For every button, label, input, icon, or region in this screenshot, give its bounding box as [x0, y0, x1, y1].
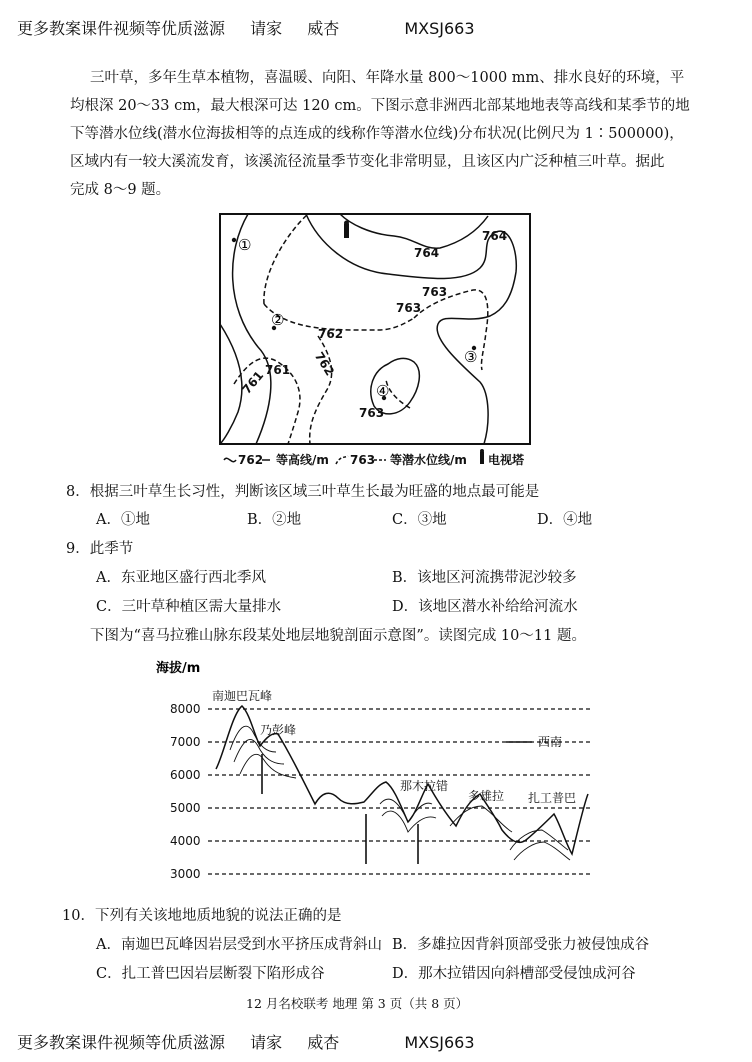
contour-label: 761 — [265, 363, 291, 377]
contour-label: 763 — [396, 301, 422, 315]
point-4-label: ④ — [376, 382, 390, 400]
passage-2: 下图为“喜马拉雅山脉东段某处地层地貌剖面示意图”。读图完成 10～11 题。 — [90, 628, 586, 644]
point-1-label: ① — [238, 236, 252, 254]
geologic-profile — [150, 654, 600, 884]
legend-water-label: 等潜水位线/m — [390, 453, 467, 467]
tv-tower-icon — [344, 221, 349, 239]
contour-label: 764 — [414, 246, 440, 260]
bottom-header — [17, 1030, 495, 1053]
top-header — [17, 16, 495, 39]
header-invite: 请家 — [250, 1033, 283, 1052]
legend-contour-sample: 762 — [238, 453, 264, 467]
q10-option-a: A．南迦巴瓦峰因岩层受到水平挤压成背斜山 — [96, 937, 382, 953]
label-duoxiongla: 多雄拉 — [468, 789, 505, 803]
legend-tower-icon — [480, 452, 484, 464]
tick-3000: 3000 — [170, 867, 201, 881]
map-legend — [224, 449, 525, 467]
q9-option-d: D．该地区潜水补给给河流水 — [392, 599, 578, 615]
question-8: 8．根据三叶草生长习性，判断该区域三叶草生长最为旺盛的地点最可能是 — [66, 484, 540, 500]
tick-6000: 6000 — [170, 768, 201, 782]
q8-option-b: B．②地 — [247, 512, 302, 528]
contour-label: 763 — [422, 285, 448, 299]
point-3-label: ③ — [464, 348, 478, 366]
passage-line: 均根深 20～33 cm，最大根深可达 120 cm。下图示意非洲西北部某地地表等高线和某季节的地 — [70, 98, 690, 114]
water-line-763b — [386, 378, 410, 408]
profile-ylabel: 海拔/m — [156, 661, 201, 676]
tick-4000: 4000 — [170, 834, 201, 848]
page-footer: 12 月名校联考 地理 第 3 页（共 8 页） — [246, 996, 469, 1011]
q10-option-d: D．那木拉错因向斜槽部受侵蚀成河谷 — [392, 966, 636, 982]
water-line-762a — [264, 214, 308, 304]
header-promo: 更多教案课件视频等优质滋源 — [17, 19, 226, 38]
q8-option-d: D．④地 — [537, 512, 593, 528]
header-name: 威杏 — [307, 1033, 340, 1052]
header-promo: 更多教案课件视频等优质滋源 — [17, 1033, 226, 1052]
q8-option-a: A．①地 — [96, 512, 150, 528]
contour-label: 762 — [311, 349, 337, 379]
point-1-dot — [232, 238, 236, 242]
tick-5000: 5000 — [170, 801, 201, 815]
question-10: 10．下列有关该地地质地貌的说法正确的是 — [62, 908, 342, 924]
passage-line: 下等潜水位线(潜水位海拔相等的点连成的线称作等潜水位线)分布状况(比例尺为 1∶500000)， — [70, 126, 684, 142]
header-code: MXSJ663 — [404, 1033, 475, 1052]
q10-option-c: C．扎工普巴因岩层断裂下陷形成谷 — [96, 966, 325, 982]
contour-label: 763 — [359, 406, 385, 420]
contour-label: 764 — [482, 229, 508, 243]
q9-option-b: B．该地区河流携带泥沙较多 — [392, 570, 577, 586]
label-namjagbarwa: 南迦巴瓦峰 — [212, 689, 273, 703]
q10-option-b: B．多雄拉因背斜顶部受张力被侵蚀成谷 — [392, 937, 650, 953]
direction-label: 西南 — [538, 735, 563, 749]
passage-line: 完成 8～9 题。 — [70, 182, 171, 198]
label-zhagongpuba: 扎工普巴 — [528, 791, 577, 805]
q9-option-c: C．三叶草种植区需大量排水 — [96, 599, 282, 615]
tick-7000: 7000 — [170, 735, 201, 749]
header-name: 威杏 — [307, 19, 340, 38]
passage-1 — [70, 64, 708, 204]
q9-option-a: A．东亚地区盛行西北季风 — [96, 570, 266, 586]
contour-line-764 — [340, 214, 488, 248]
passage-line: 三叶草，多年生草本植物，喜温暖、向阳、年降水量 800～1000 mm、排水良好的环境，平 — [90, 70, 685, 86]
contour-map — [218, 212, 534, 470]
point-2-label: ② — [271, 311, 285, 329]
contour-label: 762 — [318, 327, 344, 341]
tick-8000: 8000 — [170, 702, 201, 716]
header-code: MXSJ663 — [404, 19, 475, 38]
question-9: 9．此季节 — [66, 541, 134, 557]
label-naipeng: 乃彭峰 — [260, 723, 297, 737]
passage-line: 区域内有一较大溪流发育，该溪流径流量季节变化非常明显，且该区内广泛种植三叶草。据此 — [70, 154, 665, 170]
contour-label: 761 — [239, 368, 267, 397]
header-invite: 请家 — [250, 19, 283, 38]
legend-tower-label: 电视塔 — [488, 453, 525, 467]
legend-contour-label: 等高线/m — [276, 453, 329, 467]
label-namulacuo: 那木拉错 — [400, 779, 449, 793]
legend-water-sample: 763 — [350, 453, 376, 467]
contour-line-761 — [220, 324, 242, 444]
strata-fold — [510, 830, 568, 850]
q8-option-c: C．③地 — [392, 512, 447, 528]
